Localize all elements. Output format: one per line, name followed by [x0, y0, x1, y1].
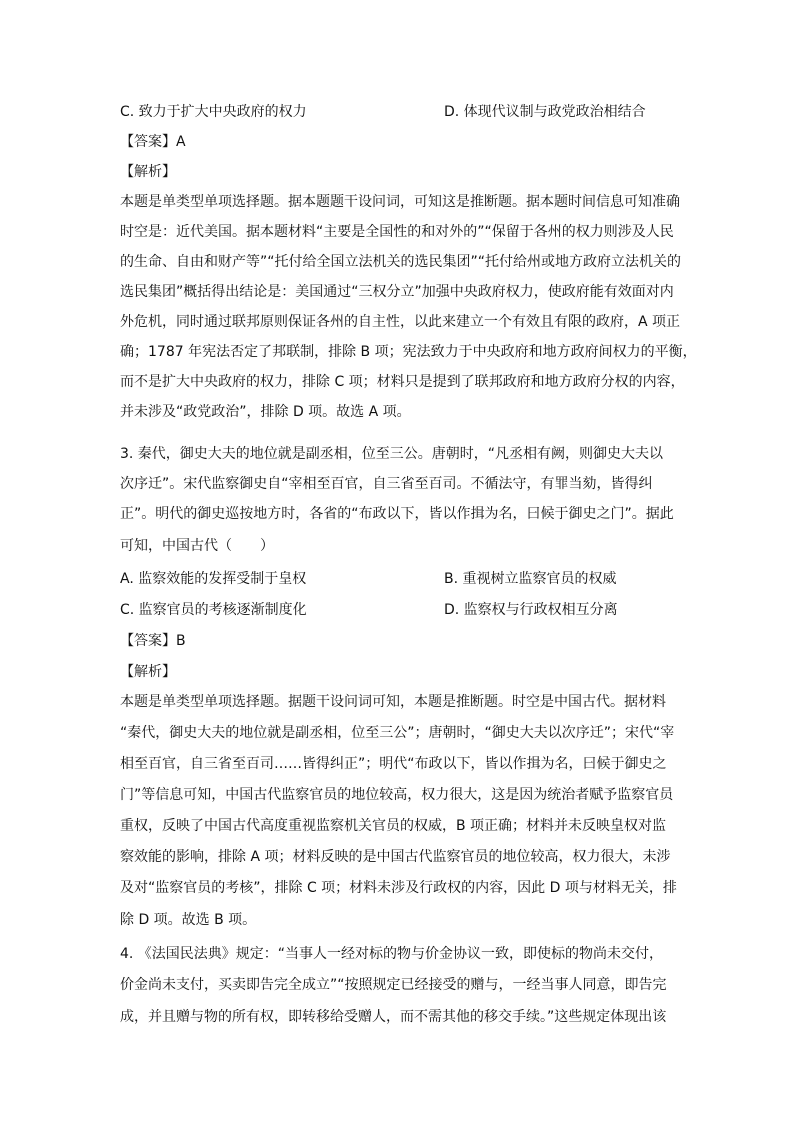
q3-analysis-label: 【解析】	[120, 664, 176, 680]
q3-option-b: B. 重视树立监察官员的权威	[444, 571, 617, 587]
q3-analysis-line: 相至百官，自三省至百司……皆得纠正”；明代“布政以下，皆以作揖为名，曰候于御史之	[120, 756, 667, 772]
q3-option-d: D. 监察权与行政权相互分离	[444, 602, 618, 618]
q4-stem-line: 价金尚未支付，买卖即告完全成立”“按照规定已经接受的赠与，一经当事人同意，即告完	[120, 977, 667, 993]
q3-analysis-line: 除 D 项。故选 B 项。	[120, 912, 257, 928]
q2-option-d: D. 体现代议制与政党政治相结合	[444, 104, 646, 120]
q3-analysis-line: 及对“监察官员的考核”，排除 C 项；材料未涉及行政权的内容，因此 D 项与材料无关，排	[120, 880, 677, 896]
q3-answer: 【答案】B	[120, 633, 186, 649]
q2-analysis-label: 【解析】	[120, 164, 176, 180]
q4-stem-line: 成，并且赠与物的所有权，即转移给受赠人，而不需其他的移交手续。”这些规定体现出该	[120, 1009, 667, 1025]
q2-analysis-line: 本题是单类型单项选择题。据本题题干设问词，可知这是推断题。据本题时间信息可知准确	[120, 194, 680, 210]
q3-stem-line: 3. 秦代，御史大夫的地位就是副丞相，位至三公。唐朝时，“凡丞相有阙，则御史大夫以	[120, 446, 664, 462]
q3-stem-line: 可知，中国古代（ ）	[120, 538, 274, 554]
q3-option-c: C. 监察官员的考核逐渐制度化	[120, 602, 307, 618]
q2-answer: 【答案】A	[120, 134, 186, 150]
q3-analysis-line: 门”等信息可知，中国古代监察官员的地位较高，权力很大，这是因为统治者赋予监察官员	[120, 787, 674, 803]
q2-analysis-line: 确；1787 年宪法否定了邦联制，排除 B 项；宪法致力于中央政府和地方政府间权力的平衡，	[120, 344, 697, 360]
q2-analysis-line: 外危机，同时通过联邦原则保证各州的自主性，以此来建立一个有效且有限的政府，A 项正	[120, 314, 681, 330]
q3-analysis-line: “秦代，御史大夫的地位就是副丞相，位至三公”；唐朝时，“御史大夫以次序迁”；宋代“宰	[120, 725, 675, 741]
q2-analysis-line: 选民集团”概括得出结论是：美国通过“三权分立”加强中央政府权力，使政府能有效面对内	[120, 284, 674, 300]
q3-option-a: A. 监察效能的发挥受制于皇权	[120, 571, 307, 587]
q2-analysis-line: 时空是：近代美国。据本题材料“主要是全国性的和对外的”“保留于各州的权力则涉及人民	[120, 224, 674, 240]
q3-stem-line: 次序迁”。宋代监察御史自“宰相至百官，自三省至百司。不循法守，有罪当劾，皆得纠	[120, 476, 653, 492]
q2-analysis-line: 而不是扩大中央政府的权力，排除 C 项；材料只是提到了联邦政府和地方政府分权的内容，	[120, 374, 685, 390]
q3-analysis-line: 本题是单类型单项选择题。据题干设问词可知，本题是推断题。时空是中国古代。据材料	[120, 694, 666, 710]
q3-analysis-line: 察效能的影响，排除 A 项；材料反映的是中国古代监察官员的地位较高，权力很大，未涉	[120, 849, 671, 865]
q4-stem-line: 4. 《法国民法典》规定：“当事人一经对标的物与价金协议一致，即使标的物尚未交付，	[120, 946, 664, 962]
q2-analysis-line: 并未涉及“政党政治”，排除 D 项。故选 A 项。	[120, 404, 411, 420]
q3-stem-line: 正”。明代的御史巡按地方时，各省的“布政以下，皆以作揖为名，曰候于御史之门”。据此	[120, 506, 674, 522]
q2-option-c: C. 致力于扩大中央政府的权力	[120, 104, 307, 120]
q2-analysis-line: 的生命、自由和财产等”“托付给全国立法机关的选民集团”“托付给州或地方政府立法机关的	[120, 254, 682, 270]
q3-analysis-line: 重权，反映了中国古代高度重视监察机关官员的权威，B 项正确；材料并未反映皇权对监	[120, 818, 667, 834]
